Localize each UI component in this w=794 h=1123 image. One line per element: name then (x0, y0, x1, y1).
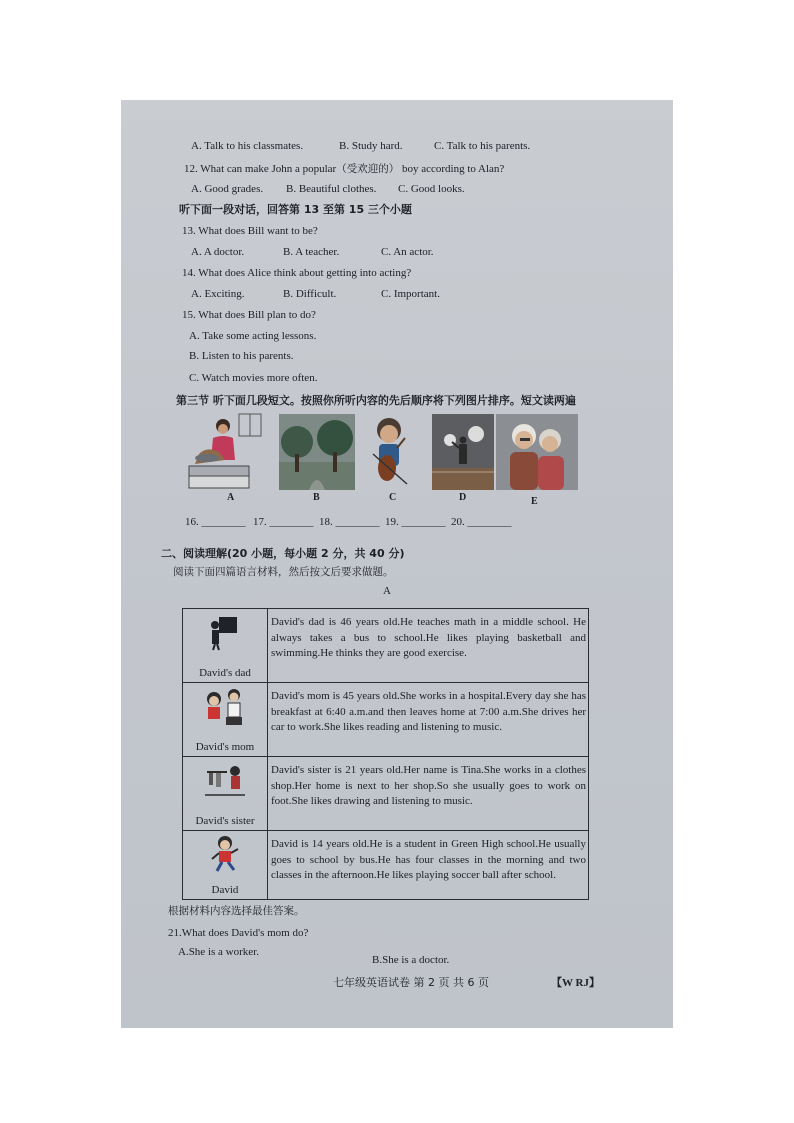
paper-code: 【W RJ】 (551, 977, 600, 989)
q13-option-b: B. A teacher. (283, 246, 340, 258)
exam-page (121, 100, 673, 1028)
question-12 (184, 162, 504, 176)
answer-blanks (185, 515, 512, 529)
answer-blank-19[interactable]: 19. ________ (385, 516, 446, 528)
picture-c-violin-icon (367, 414, 411, 490)
choose-instruction: 根据材料内容选择最佳答案。 (168, 905, 305, 917)
q12-option-b: B. Beautiful clothes. (286, 183, 377, 195)
q12-option-c: C. Good looks. (398, 183, 465, 195)
q21-option-a: A.She is a worker. (178, 946, 259, 958)
person-description: David is 14 years old.He is a student in Green High school.He usually goes to school by bus.He has four classes in the morning and two classes in the afternoon.He likes playing soccer ball after school. (268, 831, 589, 900)
q12-note: （受欢迎的） (336, 163, 400, 175)
q14-options (191, 287, 440, 301)
person-name: David's sister (195, 815, 255, 827)
q11-option-a: A. Talk to his classmates. (191, 140, 304, 152)
q14-option-a: A. Exciting. (191, 288, 245, 300)
mom-cell (183, 683, 268, 757)
table-row (183, 757, 589, 831)
sister-cell (183, 757, 268, 831)
person-name: David's dad (199, 667, 251, 679)
clothes-shop-icon (205, 763, 245, 797)
teacher-icon (205, 615, 245, 651)
q14-option-b: B. Difficult. (283, 288, 337, 300)
q13-options (191, 245, 434, 259)
picture-e-grandparents-icon (496, 414, 578, 490)
answer-blank-16[interactable]: 16. ________ (185, 516, 246, 528)
answer-blank-20[interactable]: 20. ________ (451, 516, 512, 528)
q15-option-a: A. Take some acting lessons. (189, 330, 317, 342)
q11-option-c: C. Talk to his parents. (434, 140, 531, 152)
q15-option-c: C. Watch movies more often. (189, 372, 318, 384)
q13-option-c: C. An actor. (381, 246, 434, 258)
person-description: David's dad is 46 years old.He teaches math in a middle school. He always takes a bus to school.He likes playing basketball and swimming.He thinks they are good exercise. (268, 609, 589, 683)
q14-option-c: C. Important. (381, 288, 440, 300)
answer-blank-17[interactable]: 17. ________ (253, 516, 314, 528)
question-15: 15. What does Bill plan to do? (182, 309, 316, 321)
person-name: David (211, 884, 239, 896)
q12-text-after: boy according to Alan? (401, 163, 505, 175)
q12-options (191, 182, 465, 196)
q11-options (191, 139, 530, 153)
q13-option-a: A. A doctor. (191, 246, 245, 258)
question-21: 21.What does David's mom do? (168, 927, 309, 939)
passage-label: A (383, 585, 391, 597)
family-info-table (182, 608, 589, 900)
section3-title: 第三节 听下面几段短文。按照你所听内容的先后顺序将下列图片排序。短文读两遍 (176, 394, 576, 407)
q15-option-b: B. Listen to his parents. (189, 350, 294, 362)
q12-option-a: A. Good grades. (191, 183, 264, 195)
picture-label-b: B (313, 492, 320, 503)
table-row (183, 609, 589, 683)
q12-text-before: 12. What can make John a popular (184, 163, 337, 175)
person-description: David's sister is 21 years old.Her name is Tina.She works in a clothes shop.Her home is next to her shop.So she usually goes to work on foot.She likes drawing and listening to music. (268, 757, 589, 831)
picture-label-d: D (459, 492, 467, 503)
picture-d-singer-icon (432, 414, 494, 490)
picture-b-park-icon (279, 414, 355, 490)
picture-a-cooking-icon (185, 412, 263, 490)
picture-label-c: C (389, 492, 397, 503)
person-name: David's mom (195, 741, 255, 753)
q11-option-b: B. Study hard. (339, 140, 403, 152)
q21-option-b: B.She is a doctor. (372, 954, 450, 966)
table-row (183, 683, 589, 757)
david-cell (183, 831, 268, 900)
question-14: 14. What does Alice think about getting into acting? (182, 267, 412, 279)
reading-instruction: 阅读下面四篇语言材料，然后按文后要求做题。 (173, 566, 394, 578)
question-13: 13. What does Bill want to be? (182, 225, 318, 237)
running-boy-icon (209, 835, 241, 873)
table-row (183, 831, 589, 900)
dialogue-instruction: 听下面一段对话，回答第 13 至第 15 三个小题 (179, 203, 412, 216)
reading-heading: 二、阅读理解(20 小题，每小题 2 分，共 40 分) (161, 547, 405, 560)
picture-label-e: E (531, 496, 538, 507)
dad-cell (183, 609, 268, 683)
page-footer: 七年级英语试卷 第 2 页 共 6 页 (333, 976, 489, 989)
picture-label-a: A (227, 492, 235, 503)
answer-blank-18[interactable]: 18. ________ (319, 516, 380, 528)
person-description: David's mom is 45 years old.She works in a hospital.Every day she has breakfast at 6:40 a.m.and then leaves home at 7:00 a.m.She drives her car to work.She likes reading and listening to music. (268, 683, 589, 757)
doctor-patient-icon (202, 687, 248, 727)
